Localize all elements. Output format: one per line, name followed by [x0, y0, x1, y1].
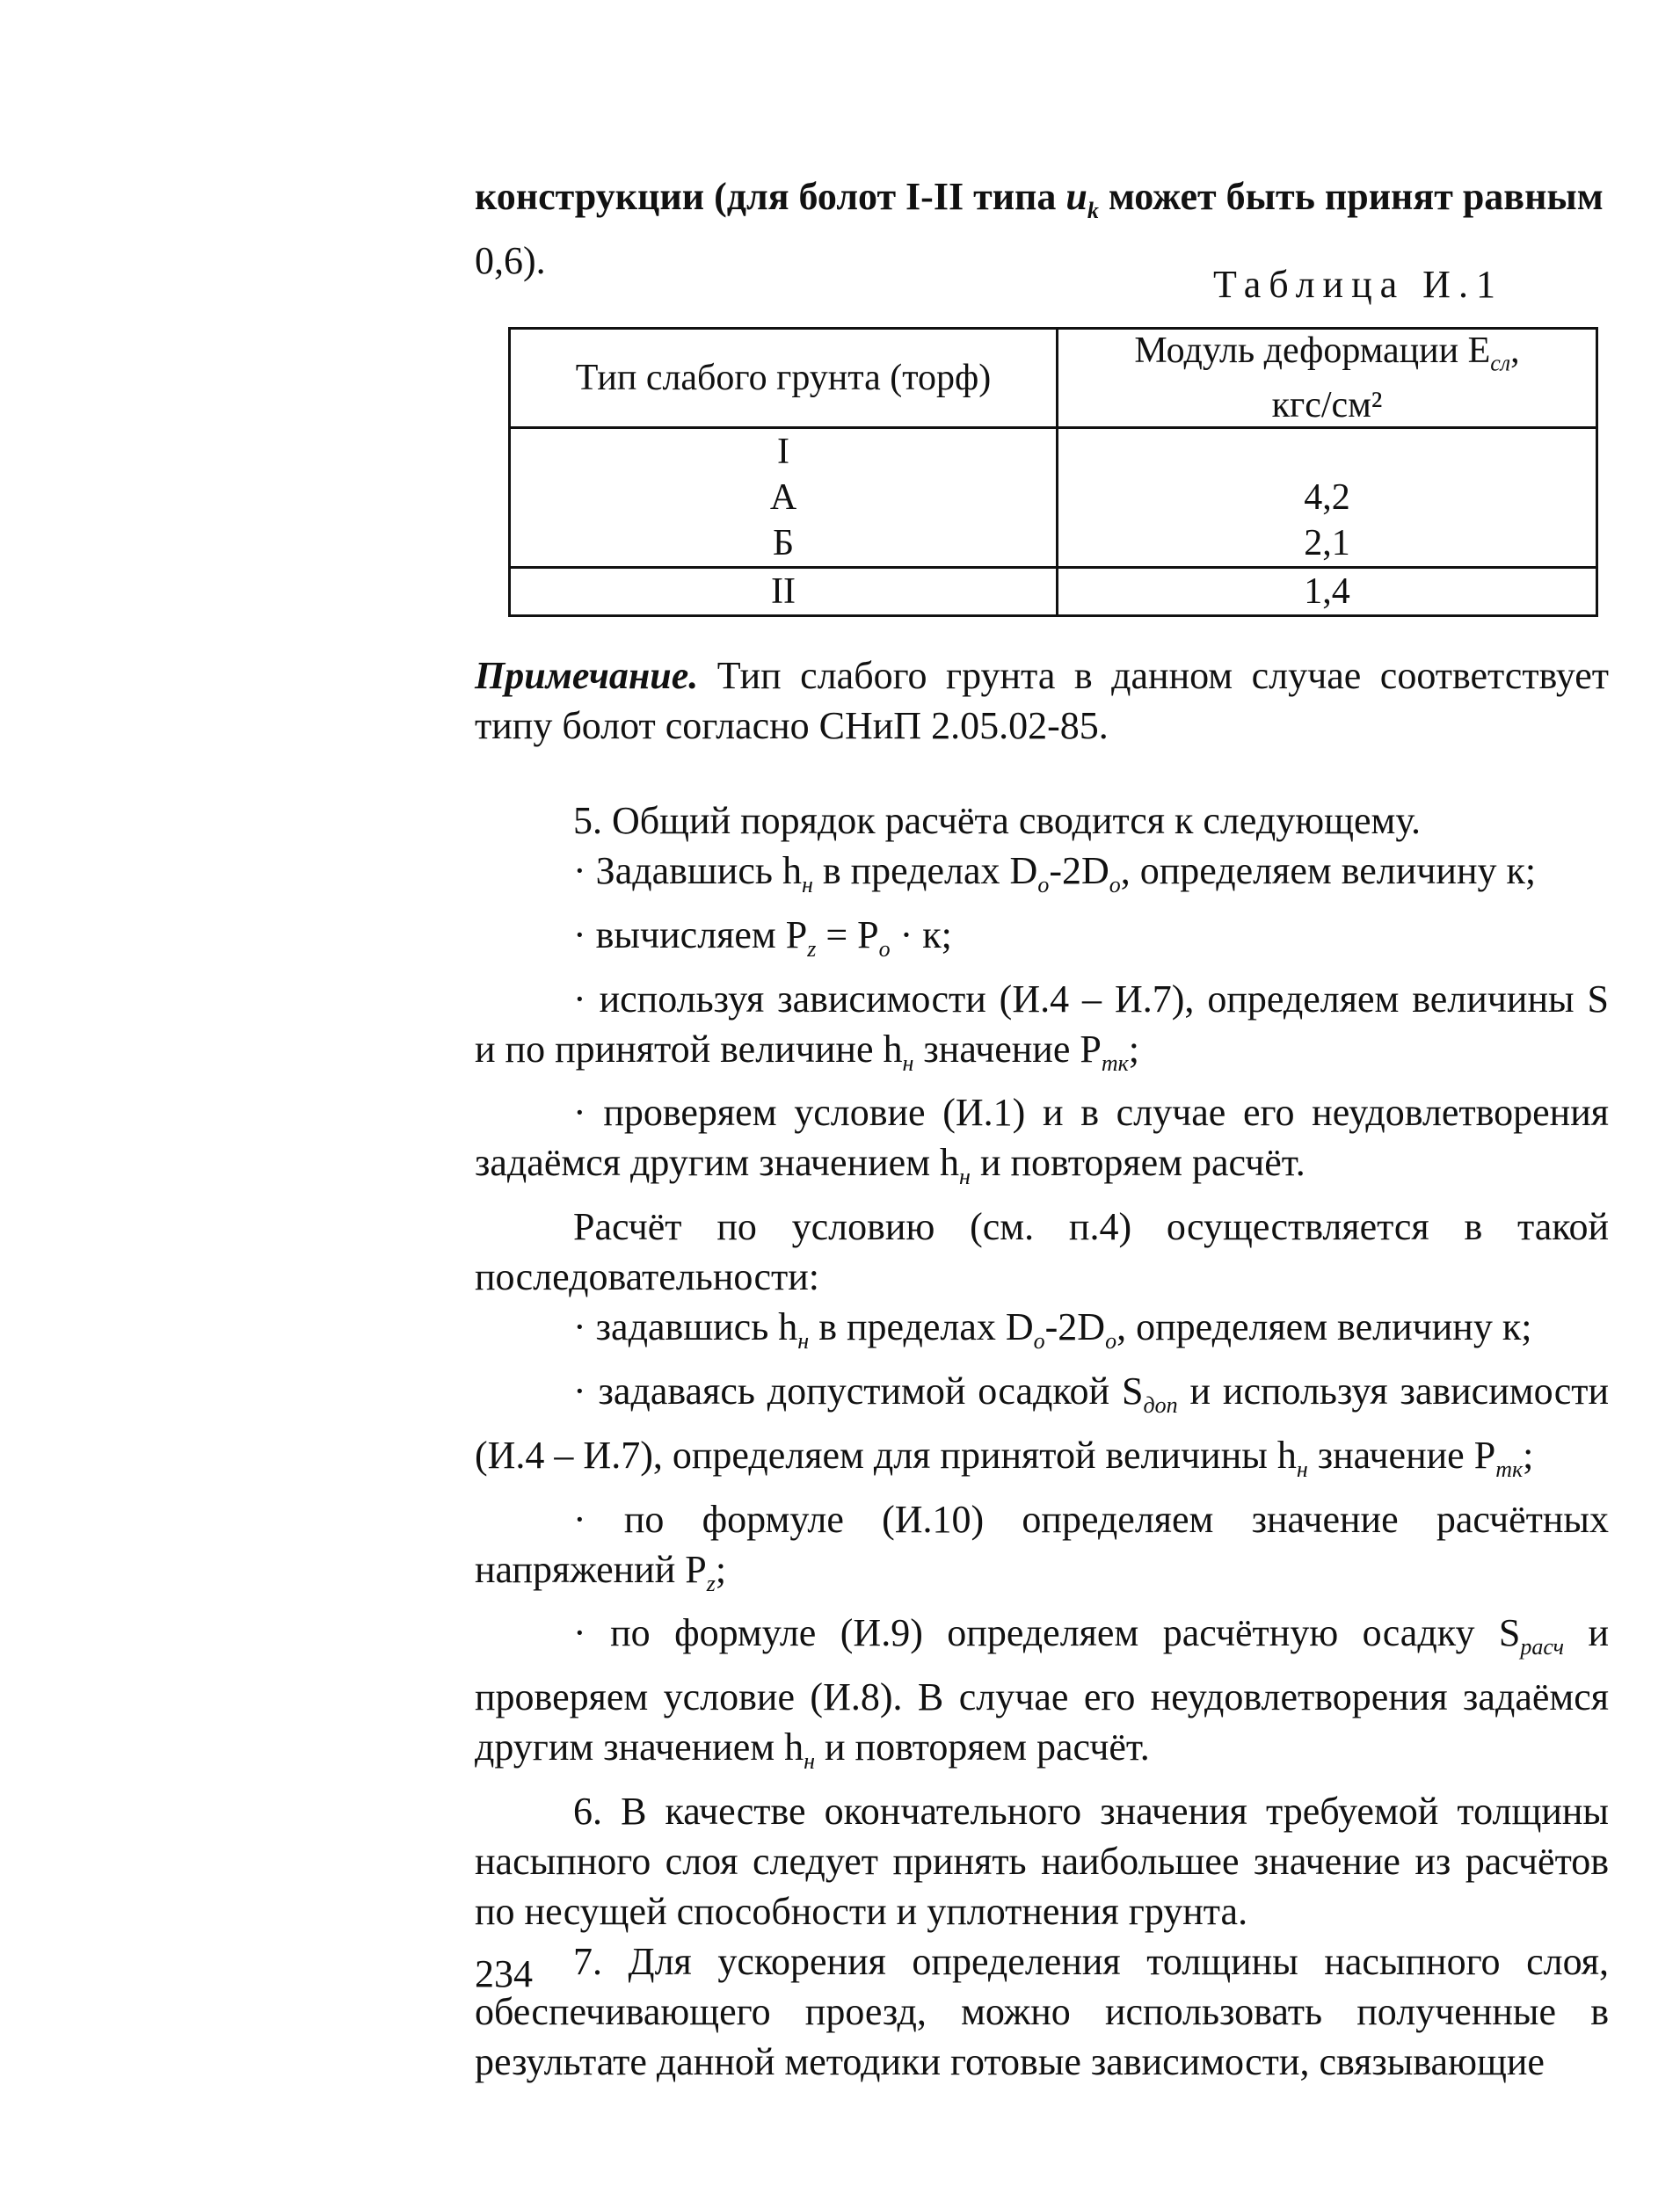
table-row — [510, 568, 1597, 616]
intro-suffix: может быть принят равным — [1098, 175, 1604, 218]
step-text: · используя зависимости (И.4 – И.7), определяем величины S и по принятой величине h — [475, 977, 1609, 1071]
step-sub: z — [807, 935, 817, 962]
step-text: = P — [816, 912, 879, 956]
step-sub: н — [902, 1050, 914, 1076]
step-c1 — [475, 1302, 1609, 1366]
header-modulus-unit: кгс/см² — [1271, 385, 1383, 426]
step-text: в пределах D — [809, 1305, 1034, 1349]
type-cell: Б — [772, 523, 795, 564]
step-text: -2D — [1049, 849, 1109, 892]
paragraph-5: 5. Общий порядок расчёта сводится к следующему. — [573, 799, 1421, 842]
step-text: · к; — [890, 912, 952, 956]
intro-var-sub: k — [1087, 197, 1099, 223]
step-b3 — [475, 974, 1609, 1088]
value-cell: 1,4 — [1058, 568, 1597, 616]
step-text: · Задавшись h — [573, 849, 802, 892]
header-modulus: Модуль деформации $E_{сл}$, кгс/см² — [1058, 329, 1597, 428]
step-sub: о — [1037, 871, 1050, 897]
step-text: значение P — [1307, 1433, 1496, 1477]
step-text: · проверяем условие (И.1) и в случае его неудовлетворения задаёмся другим значением h — [475, 1091, 1609, 1185]
step-sub: тк — [1495, 1456, 1524, 1482]
type-cell: А — [769, 477, 797, 519]
step-text: · по формуле (И.9) определяем расчётную осадку S — [573, 1611, 1521, 1655]
step-text: ; — [1523, 1433, 1534, 1477]
table-header-row — [510, 329, 1597, 428]
step-text: , определяем величину к; — [1120, 849, 1537, 892]
step-text: · задаваясь допустимой осадкой S — [573, 1369, 1144, 1413]
step-text: -2D — [1044, 1305, 1106, 1349]
type-cell-group1 — [510, 428, 1058, 568]
body-text — [475, 796, 1609, 2087]
table-row — [510, 428, 1597, 568]
type-cell: II — [510, 568, 1058, 616]
type-cell: I — [777, 432, 789, 473]
step-sub: н — [959, 1164, 971, 1190]
paragraph-calc: Расчёт по условию (см. п.4) осуществляется в такой последовательности: — [475, 1205, 1609, 1299]
step-text: и используя зависимости (И.4 – И.7), определяем для принятой величины h — [475, 1369, 1610, 1477]
step-sub: н — [801, 871, 813, 897]
step-sub: н — [1296, 1456, 1308, 1482]
step-sub: о — [1105, 1327, 1117, 1354]
table-note — [475, 650, 1609, 751]
step-text: и повторяем расчёт. — [970, 1141, 1305, 1185]
step-b4 — [475, 1087, 1609, 1202]
step-text: , определяем величину к; — [1116, 1305, 1532, 1349]
step-text: и проверяем условие (И.8). В случае его неудовлетворения задаёмся другим значением h — [475, 1611, 1609, 1769]
value-cell: 4,2 — [1304, 477, 1350, 519]
value-cell-group1 — [1058, 428, 1597, 568]
intro-line2: 0,6). — [475, 238, 546, 282]
intro-var: u — [1065, 175, 1087, 218]
paragraph-6: 6. В качестве окончательного значения требуемой толщины насыпного слоя следует принять наибольшее значение из расчётов по несущей способности и уплотнения грунта. — [475, 1789, 1609, 1933]
page-number: 234 — [475, 1952, 533, 1995]
step-text: · вычисляем P — [573, 912, 808, 956]
step-sub: н — [797, 1327, 810, 1354]
step-sub: доп — [1143, 1391, 1178, 1418]
header-modulus-line1: Модуль деформации E — [1134, 331, 1491, 371]
step-c2 — [475, 1366, 1609, 1494]
step-text: в пределах D — [812, 849, 1038, 892]
step-text: и повторяем расчёт. — [814, 1725, 1150, 1769]
step-text: ; — [1128, 1027, 1140, 1071]
step-b2 — [475, 910, 1609, 974]
step-text: · задавшись h — [573, 1305, 798, 1349]
intro-prefix: конструкции (для болот I-II типа — [475, 175, 1066, 218]
note-label: Примечание. — [475, 654, 699, 697]
soil-modulus-table — [508, 327, 1598, 617]
step-sub: о — [878, 935, 891, 962]
header-soil-type: Тип слабого грунта (торф) — [510, 329, 1058, 428]
paragraph-7: 7. Для ускорения определения толщины насыпного слоя, обеспечивающего проезд, можно использовать полученные в результате данной методики готовые зависимости, связывающие — [475, 1939, 1609, 2083]
step-c4 — [475, 1608, 1609, 1786]
value-cell — [1058, 429, 1596, 475]
table-caption: Таблица И.1 — [1213, 263, 1503, 306]
intro-line — [475, 171, 1609, 236]
header-modulus-sub: сл — [1490, 350, 1511, 376]
step-b1 — [475, 846, 1609, 910]
step-sub: z — [706, 1570, 716, 1596]
value-cell: 2,1 — [1304, 523, 1350, 564]
step-text: · по формуле (И.10) определяем значение расчётных напряжений P — [475, 1497, 1609, 1591]
step-text: ; — [715, 1547, 727, 1591]
step-sub: н — [804, 1747, 815, 1774]
step-sub: о — [1033, 1327, 1045, 1354]
note-text: Тип слабого грунта в данном случае соответствует типу болот согласно СНиП 2.05.02-85. — [475, 654, 1609, 747]
step-sub: тк — [1101, 1050, 1129, 1076]
step-text: значение P — [913, 1027, 1102, 1071]
step-sub: расч — [1520, 1634, 1564, 1660]
step-c3 — [475, 1494, 1609, 1609]
step-sub: о — [1109, 871, 1121, 897]
